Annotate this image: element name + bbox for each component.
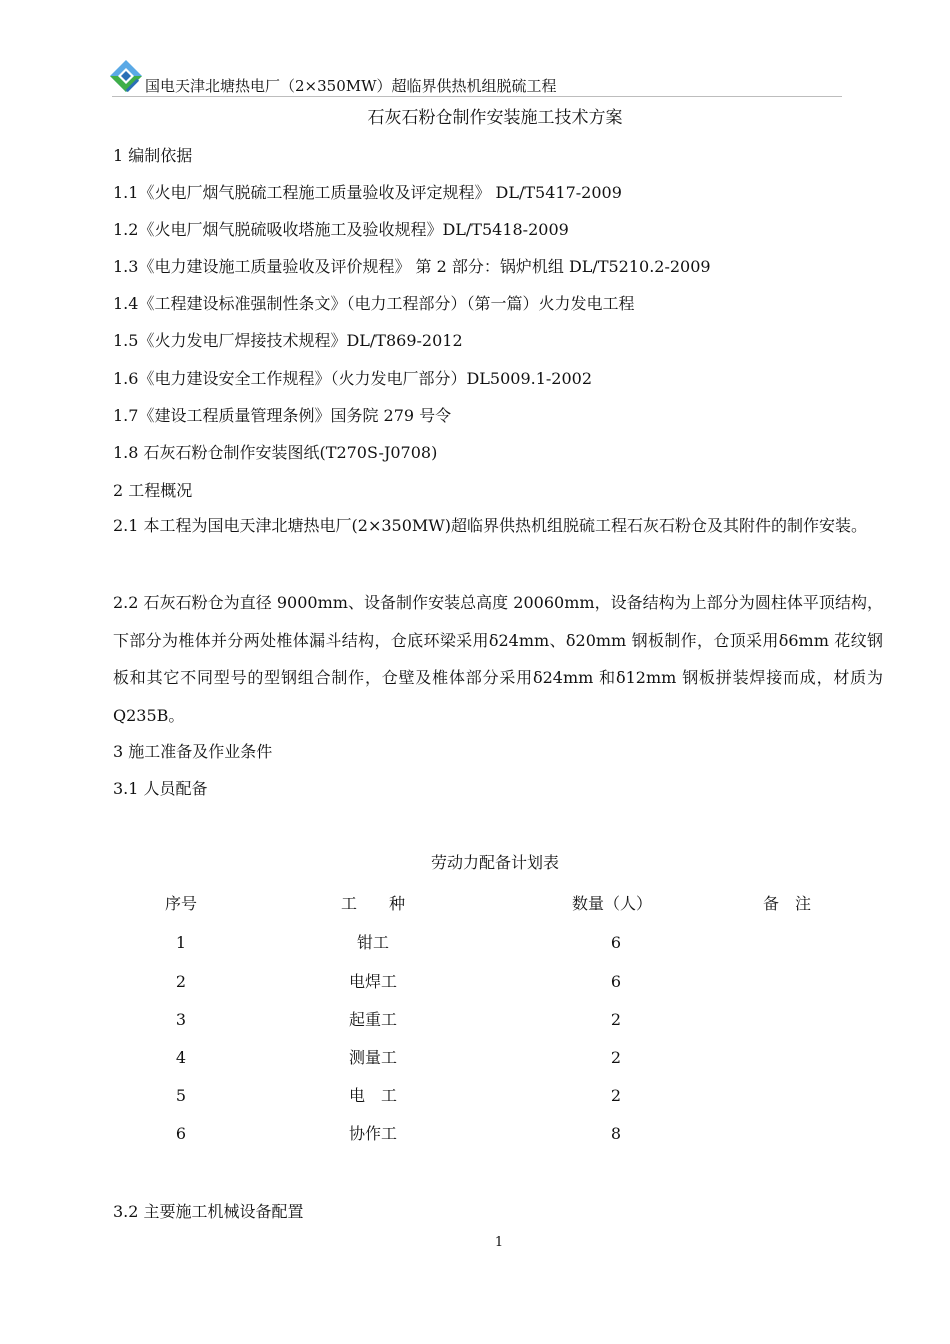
reference-item: 1.5《火力发电厂焊接技术规程》DL/T869-2012 — [113, 331, 463, 350]
table-cell: 3 — [175, 1010, 187, 1029]
table-cell: 6 — [610, 972, 622, 991]
reference-item: 1.7《建设工程质量管理条例》国务院 279 号令 — [113, 406, 452, 425]
table-cell: 2 — [610, 1010, 622, 1029]
table-cell: 8 — [610, 1124, 622, 1143]
reference-item: 1.1《火电厂烟气脱硫工程施工质量验收及评定规程》 DL/T5417-2009 — [113, 183, 622, 202]
document-title: 石灰石粉仓制作安装施工技术方案 — [367, 108, 623, 128]
table-header-cell: 工 种 — [340, 894, 406, 913]
subsection-heading: 3.2 主要施工机械设备配置 — [113, 1202, 304, 1221]
reference-item: 1.6《电力建设安全工作规程》（火力发电厂部分）DL5009.1-2002 — [113, 369, 593, 388]
reference-item: 1.3《电力建设施工质量验收及评价规程》 第 2 部分：锅炉机组 DL/T5210.2-2009 — [113, 257, 711, 276]
reference-item: 1.4《工程建设标准强制性条文》（电力工程部分）（第一篇）火力发电工程 — [113, 294, 635, 313]
overview-paragraph-2: 2.2 石灰石粉仓为直径 9000mm、设备制作安装总高度 20060mm，设备结构为上部分为圆柱体平顶结构，下部分为椎体并分两处椎体漏斗结构，仓底环梁采用δ24mm、δ20mm 钢板制作，仓顶采用δ6mm 花纹钢板和其它不同型号的型钢组合制作，仓壁及椎体部分采用δ24mm 和δ12mm 钢板拼装焊接而成，材质为 Q235B。 — [113, 593, 883, 725]
overview-paragraph-1: 2.1 本工程为国电天津北塘热电厂(2×350MW)超临界供热机组脱硫工程石灰石粉仓及其附件的制作安装。 — [113, 516, 867, 535]
table-cell: 协作工 — [348, 1124, 398, 1143]
reference-item: 1.2《火电厂烟气脱硫吸收塔施工及验收规程》DL/T5418-2009 — [113, 220, 569, 239]
company-logo-icon — [108, 58, 144, 94]
table-header-cell: 数量（人） — [571, 894, 653, 913]
section-heading: 3 施工准备及作业条件 — [113, 742, 273, 761]
table-cell: 2 — [175, 972, 187, 991]
table-header-cell: 序号 — [164, 894, 198, 913]
table-cell: 测量工 — [348, 1048, 398, 1067]
table-cell: 电 工 — [348, 1086, 398, 1105]
table-cell: 钳工 — [356, 933, 390, 952]
subsection-heading: 3.1 人员配备 — [113, 779, 208, 798]
table-cell: 起重工 — [348, 1010, 398, 1029]
table-caption: 劳动力配备计划表 — [430, 853, 559, 872]
page-number: 1 — [494, 1235, 504, 1250]
table-cell: 2 — [610, 1086, 622, 1105]
table-cell: 4 — [175, 1048, 187, 1067]
table-cell: 6 — [610, 933, 622, 952]
table-cell: 1 — [175, 933, 187, 952]
table-header-cell: 备 注 — [762, 894, 812, 913]
table-cell: 6 — [175, 1124, 187, 1143]
section-heading: 1 编制依据 — [113, 146, 193, 165]
table-cell: 5 — [175, 1086, 187, 1105]
header-divider — [112, 96, 842, 97]
reference-item: 1.8 石灰石粉仓制作安装图纸(T270S-J0708) — [113, 443, 438, 462]
header-project-name: 国电天津北塘热电厂（2×350MW）超临界供热机组脱硫工程 — [145, 77, 557, 95]
table-cell: 2 — [610, 1048, 622, 1067]
section-heading: 2 工程概况 — [113, 481, 193, 500]
table-cell: 电焊工 — [348, 972, 398, 991]
